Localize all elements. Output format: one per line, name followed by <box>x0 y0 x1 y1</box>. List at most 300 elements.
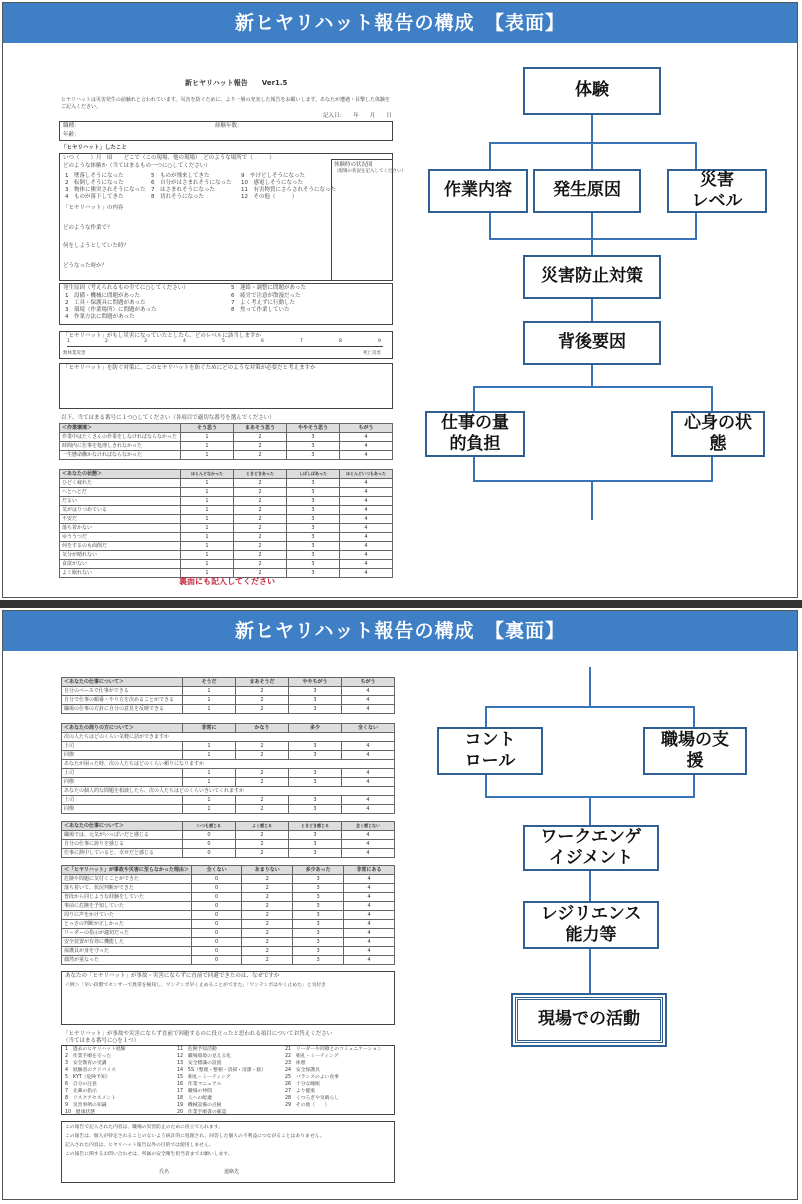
cell[interactable]: 4 <box>342 696 395 705</box>
cell[interactable]: 4 <box>344 956 395 965</box>
connector <box>485 775 487 797</box>
cell[interactable]: 3 <box>287 497 340 506</box>
list-item: 29 その他（ ） <box>285 1103 330 1108</box>
table-row <box>62 884 395 893</box>
list-item: 25 バランスのよい食事 <box>285 1075 339 1080</box>
table-row <box>62 920 395 929</box>
b4-head: ＜「ヒヤリハット」が事故や災害に至らなかった理由＞ <box>62 866 192 875</box>
cell: 上司 <box>62 742 183 751</box>
table-row <box>60 533 393 542</box>
connector <box>693 706 695 728</box>
cell: 同僚 <box>62 778 183 787</box>
cell: 保護具が身を守った <box>62 947 192 956</box>
cell[interactable]: 2 <box>242 911 293 920</box>
cell[interactable]: 4 <box>340 442 393 451</box>
cell[interactable]: 1 <box>183 705 236 714</box>
cell[interactable]: 3 <box>287 506 340 515</box>
b3-head: いつも感じる <box>183 822 236 831</box>
cell[interactable]: 3 <box>293 902 344 911</box>
b1-head: ややちがう <box>289 678 342 687</box>
table-row <box>62 787 395 796</box>
q-work: どのような作業で？ <box>63 225 113 231</box>
cell[interactable]: 2 <box>234 488 287 497</box>
cell[interactable]: 4 <box>342 751 395 760</box>
cell: 不安だ <box>60 515 181 524</box>
engagement-table <box>61 821 395 858</box>
cell[interactable]: 1 <box>181 560 234 569</box>
cell[interactable]: 2 <box>234 560 287 569</box>
table-row <box>60 560 393 569</box>
cell[interactable]: 2 <box>242 902 293 911</box>
table-row <box>60 515 393 524</box>
situation-note: （現場の状況を記入してください） <box>334 169 406 174</box>
cell[interactable]: 1 <box>181 442 234 451</box>
cell[interactable]: 4 <box>342 831 395 840</box>
b2-head: ＜あなたの周りの方について＞ <box>62 724 183 733</box>
table-row <box>62 938 395 947</box>
cell: 何をするのも面倒だ <box>60 542 181 551</box>
list-item: 2 作業手順を守った <box>65 1054 112 1059</box>
cell[interactable]: 1 <box>181 488 234 497</box>
cell[interactable]: 2 <box>234 433 287 442</box>
connector <box>591 299 593 323</box>
cell[interactable]: 3 <box>293 956 344 965</box>
b1-head: ちがう <box>342 678 395 687</box>
table-row <box>62 760 395 769</box>
cell[interactable]: 3 <box>287 560 340 569</box>
b4-head: 多少あった <box>293 866 344 875</box>
cell[interactable]: 3 <box>287 515 340 524</box>
cause-7: 7 よく考えずに行動した <box>231 300 296 306</box>
cell[interactable]: 3 <box>293 893 344 902</box>
connector <box>473 386 713 388</box>
table-row <box>60 551 393 560</box>
cell[interactable]: 2 <box>242 875 293 884</box>
cell[interactable]: 4 <box>340 524 393 533</box>
cell[interactable]: 2 <box>236 805 289 814</box>
cell[interactable]: 2 <box>234 442 287 451</box>
cell[interactable]: 4 <box>340 542 393 551</box>
cell[interactable]: 3 <box>289 831 342 840</box>
list-item: 21 リーダーや同僚とのコミュニケーション <box>285 1047 382 1052</box>
list-item: 19 機械設備の点検 <box>177 1103 222 1108</box>
cell[interactable]: 1 <box>181 497 234 506</box>
cell[interactable]: 3 <box>287 524 340 533</box>
cell[interactable]: 3 <box>293 875 344 884</box>
cell[interactable]: 1 <box>181 515 234 524</box>
table-row <box>62 929 395 938</box>
cell[interactable]: 1 <box>181 524 234 533</box>
back-form <box>59 675 399 1195</box>
cell[interactable]: 2 <box>236 751 289 760</box>
table-row <box>62 849 395 858</box>
connector <box>473 457 475 481</box>
connector <box>591 480 593 520</box>
cell[interactable]: 3 <box>289 751 342 760</box>
node-field-activity: 現場での活動 <box>515 997 663 1043</box>
cell[interactable]: 1 <box>183 751 236 760</box>
list-item: 13 安全標識の設置 <box>177 1061 222 1066</box>
cell[interactable]: 0 <box>183 831 236 840</box>
cell[interactable]: 4 <box>340 560 393 569</box>
cell[interactable]: 2 <box>236 687 289 696</box>
list-item: 12 職場環境の見える化 <box>177 1054 232 1059</box>
connector <box>589 667 591 707</box>
cell[interactable]: 2 <box>234 551 287 560</box>
front-form <box>55 73 406 593</box>
node-workload: 仕事の量 的負担 <box>425 411 525 457</box>
cell: 気分が晴れない <box>60 551 181 560</box>
cell[interactable]: 1 <box>183 796 236 805</box>
back-slide <box>2 610 798 1200</box>
cell[interactable]: 3 <box>289 769 342 778</box>
cell[interactable]: 4 <box>340 569 393 578</box>
cell: 一生懸命働かなければならなかった <box>60 451 181 460</box>
your-work-table <box>61 677 395 714</box>
b3-head: よく感じる <box>236 822 289 831</box>
cell[interactable]: 2 <box>234 506 287 515</box>
node-engagement: ワークエンゲ イジメント <box>523 825 659 871</box>
node-resilience: レジリエンス 能力等 <box>523 901 659 949</box>
cell: へとへとだ <box>60 488 181 497</box>
q-doing: 何をしようとしていた時？ <box>63 243 130 249</box>
table-row <box>62 911 395 920</box>
cell[interactable]: 4 <box>340 488 393 497</box>
cell[interactable]: 1 <box>181 542 234 551</box>
cell[interactable]: 2 <box>234 524 287 533</box>
cell[interactable]: 4 <box>342 849 395 858</box>
cell[interactable]: 3 <box>293 911 344 920</box>
cell: 事前に危険を予知していた <box>62 902 192 911</box>
cell[interactable]: 2 <box>236 840 289 849</box>
cell[interactable]: 3 <box>293 884 344 893</box>
table-row <box>60 433 393 442</box>
table-row <box>62 696 395 705</box>
front-slide <box>2 2 798 598</box>
table-row <box>62 769 395 778</box>
table-row <box>62 947 395 956</box>
cell[interactable]: 0 <box>191 893 241 902</box>
cell: ひどく疲れた <box>60 479 181 488</box>
cell[interactable]: 4 <box>342 742 395 751</box>
cell[interactable]: 0 <box>191 956 241 965</box>
list-item: 3 安全教育の受講 <box>65 1061 107 1066</box>
cell[interactable]: 1 <box>183 769 236 778</box>
list-item: 20 作業手順書の確認 <box>177 1110 227 1115</box>
cell[interactable]: 2 <box>242 938 293 947</box>
level-tick: 8 <box>339 339 342 344</box>
cell[interactable]: 2 <box>242 956 293 965</box>
table-row <box>62 742 395 751</box>
cell[interactable]: 3 <box>289 778 342 787</box>
cell[interactable]: 4 <box>340 515 393 524</box>
support-table <box>61 723 395 814</box>
cell[interactable]: 1 <box>183 687 236 696</box>
situation-box <box>331 159 393 281</box>
type-4: 4 ものが落下してきた <box>65 194 124 200</box>
cell: 時間内に仕事を処理しきれなかった <box>60 442 181 451</box>
connector <box>485 706 695 708</box>
cell[interactable]: 1 <box>181 506 234 515</box>
cell[interactable]: 0 <box>191 902 241 911</box>
cell[interactable]: 3 <box>293 929 344 938</box>
table-row <box>60 479 393 488</box>
list-item: 8 リスクアセスメント <box>65 1096 116 1101</box>
list-item: 7 先輩の指示 <box>65 1089 97 1094</box>
t2-head: ＜あなたの状態＞ <box>60 470 181 479</box>
cell[interactable]: 2 <box>242 920 293 929</box>
cell[interactable]: 4 <box>344 875 395 884</box>
cell[interactable]: 0 <box>191 911 241 920</box>
cell: よく眠れない <box>60 569 181 578</box>
cell[interactable]: 3 <box>287 433 340 442</box>
table-row <box>62 705 395 714</box>
cell[interactable]: 4 <box>342 705 395 714</box>
cell: 自分で仕事の順番・やり方を決めることができる <box>62 696 183 705</box>
cell[interactable]: 2 <box>236 742 289 751</box>
cell: 偶然が重なった <box>62 956 192 965</box>
cell[interactable]: 1 <box>181 533 234 542</box>
b1-head: そうだ <box>183 678 236 687</box>
cell[interactable]: 4 <box>344 911 395 920</box>
cell[interactable]: 4 <box>342 840 395 849</box>
cell[interactable]: 1 <box>181 433 234 442</box>
cell[interactable]: 2 <box>234 569 287 578</box>
type-2: 2 転倒しそうになった <box>65 180 124 186</box>
table-row <box>60 451 393 460</box>
b2-head: 全くない <box>342 724 395 733</box>
cell: 自分の仕事に誇りを感じる <box>62 840 183 849</box>
b4-head: 全くない <box>191 866 241 875</box>
cell[interactable]: 2 <box>236 696 289 705</box>
table-row <box>62 840 395 849</box>
connector <box>473 386 475 412</box>
type-8: 8 切れそうになった <box>151 194 204 200</box>
cell[interactable]: 3 <box>293 938 344 947</box>
cell[interactable]: 0 <box>191 938 241 947</box>
cell[interactable]: 3 <box>289 696 342 705</box>
cell[interactable]: 3 <box>287 442 340 451</box>
list-item: 28 くつろぎや気晴らし <box>285 1096 340 1101</box>
field-age: 年齢： <box>63 132 80 138</box>
footer-sign: 氏名 連絡先 <box>159 1169 240 1175</box>
cell[interactable]: 2 <box>236 769 289 778</box>
cell[interactable]: 1 <box>183 778 236 787</box>
cell[interactable]: 4 <box>344 938 395 947</box>
cell[interactable]: 3 <box>289 687 342 696</box>
t1-head: ややそう思う <box>287 424 340 433</box>
cell[interactable]: 2 <box>234 515 287 524</box>
cell[interactable]: 3 <box>287 533 340 542</box>
front-banner: 新ヒヤリハット報告の構成 【表面】 <box>3 3 797 43</box>
cell: 仕事に熱中していると、幸せだと感じる <box>62 849 183 858</box>
cell[interactable]: 3 <box>287 488 340 497</box>
cell[interactable]: 0 <box>191 929 241 938</box>
cell[interactable]: 2 <box>236 796 289 805</box>
form-date: 記入日： 年 月 日 <box>323 113 392 119</box>
cell[interactable]: 4 <box>340 433 393 442</box>
table-row <box>62 805 395 814</box>
list-item: 10 健康状態 <box>65 1110 96 1115</box>
table-row <box>62 875 395 884</box>
cell[interactable]: 1 <box>183 696 236 705</box>
cell[interactable]: 4 <box>340 551 393 560</box>
list-item: 15 朝礼・ミーティング <box>177 1075 231 1080</box>
cell[interactable]: 2 <box>234 542 287 551</box>
content-label: 「ヒヤリハット」の内容 <box>63 205 124 211</box>
cell[interactable]: 2 <box>236 849 289 858</box>
footer-line: 記入された内容は、ヒヤリハット報告以外の目的では使用しません。 <box>65 1143 214 1148</box>
cause-8: 8 焦って作業していた <box>231 307 290 313</box>
cell: 気がはりつめている <box>60 506 181 515</box>
node-experience: 体験 <box>523 67 661 115</box>
cell[interactable]: 0 <box>191 920 241 929</box>
cell[interactable]: 4 <box>342 796 395 805</box>
cell[interactable]: 2 <box>234 479 287 488</box>
cell[interactable]: 2 <box>234 451 287 460</box>
table-row <box>62 796 395 805</box>
list-title: 「ヒヤリハット」が事故や災害にならず直前で回避するのに役立ったと思われる項目についてお答えください <box>63 1031 333 1037</box>
connector <box>589 796 591 826</box>
cell[interactable]: 2 <box>236 831 289 840</box>
b4-head: 非常にある <box>344 866 395 875</box>
cell[interactable]: 0 <box>191 884 241 893</box>
cell: 同僚 <box>62 805 183 814</box>
q-result: どうなった時か？ <box>63 263 108 269</box>
t2-head: ときどきあった <box>234 470 287 479</box>
cell[interactable]: 4 <box>344 947 395 956</box>
connector <box>695 142 697 170</box>
cell[interactable]: 4 <box>340 479 393 488</box>
list-item: 4 経験者のアドバイス <box>65 1068 116 1073</box>
b3-head: 全く感じない <box>342 822 395 831</box>
cell[interactable]: 2 <box>234 533 287 542</box>
cell[interactable]: 0 <box>191 875 241 884</box>
cell[interactable]: 4 <box>340 506 393 515</box>
cell[interactable]: 4 <box>342 778 395 787</box>
cell: 上司 <box>62 769 183 778</box>
cell[interactable]: 3 <box>287 542 340 551</box>
cell[interactable]: 4 <box>344 893 395 902</box>
cause-3: 3 環境（作業場所）に問題があった <box>65 307 157 313</box>
back-banner: 新ヒヤリハット報告の構成 【裏面】 <box>3 611 797 651</box>
b4-head: あまりない <box>242 866 293 875</box>
cell[interactable]: 2 <box>234 497 287 506</box>
cell[interactable]: 4 <box>342 805 395 814</box>
table-row <box>60 488 393 497</box>
slide-separator <box>0 600 802 608</box>
type-11: 11 有害物質にさらされそうになった <box>241 187 336 193</box>
level-right-label: 死亡災害 <box>363 351 381 356</box>
cell[interactable]: 4 <box>344 902 395 911</box>
b1-head: ＜あなたの仕事について＞ <box>62 678 183 687</box>
cell[interactable]: 3 <box>287 569 340 578</box>
cell: 職場の仕事の方針に自分の意見を反映できる <box>62 705 183 714</box>
t2-head: ほとんどなかった <box>181 470 234 479</box>
cell[interactable]: 1 <box>183 742 236 751</box>
cell: 落ち着かない <box>60 524 181 533</box>
footer-line: この報告は、個人が特定されることのないよう統計的に処理され、回答した個人の不利益につながることはありません。 <box>65 1134 325 1139</box>
form-intro: ヒヤリハットは災害発生の前触れと言われています。災害を防ぐために、より一層の充実した報告をお願いします。あなたが遭遇・目撃した体験をご記入ください。 <box>61 97 391 110</box>
cell[interactable]: 2 <box>242 893 293 902</box>
connector <box>589 871 591 901</box>
table-row <box>60 506 393 515</box>
cell: 職場では、元気がいっぱいだと感じる <box>62 831 183 840</box>
cell[interactable]: 1 <box>183 805 236 814</box>
form-title: 新ヒヤリハット報告 Ver1.5 <box>185 79 288 87</box>
cell[interactable]: 3 <box>287 551 340 560</box>
level-scale-line <box>67 346 383 347</box>
level-tick: 3 <box>144 339 147 344</box>
cell[interactable]: 3 <box>293 947 344 956</box>
type-1: 1 墜落しそうになった <box>65 173 124 179</box>
node-prevention: 災害防止対策 <box>523 255 661 299</box>
level-tick: 1 <box>67 339 70 344</box>
cell[interactable]: 3 <box>293 920 344 929</box>
cell[interactable]: 3 <box>289 849 342 858</box>
cell[interactable]: 0 <box>183 849 236 858</box>
cause-5: 5 連絡・調整に問題があった <box>231 285 306 291</box>
cell[interactable]: 1 <box>181 479 234 488</box>
cell[interactable]: 1 <box>181 569 234 578</box>
cell[interactable]: 4 <box>340 497 393 506</box>
cell[interactable]: 3 <box>289 805 342 814</box>
field-job: 職種： <box>63 123 80 129</box>
cell[interactable]: 0 <box>191 947 241 956</box>
cell[interactable]: 3 <box>289 796 342 805</box>
cell[interactable]: 2 <box>236 705 289 714</box>
cell[interactable]: 1 <box>181 551 234 560</box>
cell[interactable]: 3 <box>287 451 340 460</box>
level-title: 「ヒヤリハット」がもし災害になっていたとしたら、どのレベルに該当しますか <box>63 333 261 339</box>
cell[interactable]: 0 <box>183 840 236 849</box>
footer-line: この報告に関するお問い合わせは、所属の安全衛生担当者までお願いします。 <box>65 1152 233 1157</box>
type-7: 7 はさまれそうになった <box>151 187 216 193</box>
node-control: コント ロール <box>437 727 543 775</box>
cell[interactable]: 3 <box>289 840 342 849</box>
cell[interactable]: 3 <box>287 479 340 488</box>
back-note: 裏面にも記入してください <box>179 577 275 586</box>
cell[interactable]: 1 <box>181 451 234 460</box>
connector <box>591 365 593 387</box>
connector <box>473 480 713 482</box>
cell[interactable]: 4 <box>344 929 395 938</box>
t2-head: ほとんどいつもあった <box>340 470 393 479</box>
connector <box>589 949 591 995</box>
level-tick: 7 <box>300 339 303 344</box>
cell[interactable]: 4 <box>344 884 395 893</box>
type-5: 5 ものが飛来してきた <box>151 173 210 179</box>
cell[interactable]: 2 <box>242 947 293 956</box>
cell[interactable]: 3 <box>289 705 342 714</box>
node-workplace-support: 職場の支 援 <box>643 727 747 775</box>
cell[interactable]: 2 <box>242 929 293 938</box>
cell[interactable]: 4 <box>342 687 395 696</box>
cell[interactable]: 3 <box>289 742 342 751</box>
cell[interactable]: 4 <box>340 533 393 542</box>
cell[interactable]: 4 <box>340 451 393 460</box>
list-sub: （当てはまる番号に○を１つ） <box>63 1038 140 1044</box>
cell[interactable]: 4 <box>344 920 395 929</box>
type-12: 12 その他（ ） <box>241 194 298 200</box>
connector <box>711 457 713 481</box>
cell: 作業中はたくさんの作業をしなければならなかった <box>60 433 181 442</box>
list-item: 16 作業マニュアル <box>177 1082 222 1087</box>
t1-head: そう思う <box>181 424 234 433</box>
cell[interactable]: 2 <box>242 884 293 893</box>
cell[interactable]: 4 <box>342 769 395 778</box>
cell[interactable]: 2 <box>236 778 289 787</box>
